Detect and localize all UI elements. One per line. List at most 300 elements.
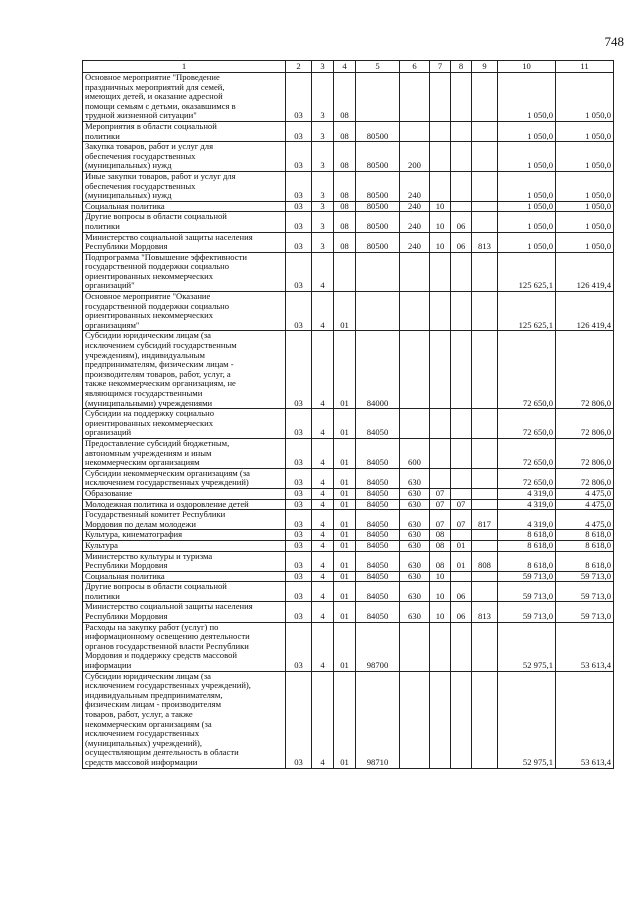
row-name-line: Культура: [85, 540, 118, 550]
code-cell-c5: [356, 252, 400, 291]
amount-cell-c11: 72 806,0: [556, 331, 614, 409]
table-header-row: [83, 61, 614, 73]
table-row: [83, 331, 614, 409]
table-row: [83, 438, 614, 468]
row-name: [83, 201, 286, 212]
row-name-line: Предоставление субсидий бюджетным,: [85, 438, 230, 448]
code-cell-c2: 03: [286, 73, 312, 122]
amount-cell-c11: 72 806,0: [556, 438, 614, 468]
row-name: [83, 499, 286, 510]
code-cell-c6: 240: [400, 171, 430, 201]
table-row: [83, 142, 614, 172]
code-cell-c6: 240: [400, 201, 430, 212]
code-cell-c4: 01: [334, 530, 356, 541]
amount-cell-c11: 1 050,0: [556, 201, 614, 212]
row-name: [83, 622, 286, 671]
amount-cell-c11: 1 050,0: [556, 121, 614, 141]
row-name-line: также некоммерческим организациям, не: [85, 378, 236, 389]
row-name-line: организаций: [85, 427, 132, 438]
code-cell-c8: [451, 73, 472, 122]
code-cell-c2: 03: [286, 468, 312, 488]
code-cell-c3: 4: [312, 292, 334, 331]
code-cell-c9: [472, 73, 498, 122]
code-cell-c9: [472, 142, 498, 172]
row-name-line: Основное мероприятие "Проведение: [85, 72, 220, 82]
row-name-line: государственной поддержки социально: [85, 261, 230, 272]
code-cell-c5: 84050: [356, 468, 400, 488]
code-cell-c7: [430, 468, 451, 488]
code-cell-c8: [451, 488, 472, 499]
code-cell-c3: 4: [312, 602, 334, 622]
amount-cell-c10: 8 618,0: [498, 551, 556, 571]
code-cell-c8: [451, 530, 472, 541]
code-cell-c6: 240: [400, 232, 430, 252]
code-cell-c9: 817: [472, 510, 498, 530]
row-name-line: Субсидии юридическим лицам (за: [85, 330, 211, 341]
table-row: [83, 488, 614, 499]
row-name-line: исключением государственных: [85, 728, 200, 739]
row-name-line: политики: [85, 220, 120, 231]
row-name: [83, 438, 286, 468]
code-cell-c4: 08: [334, 212, 356, 232]
code-cell-c6: [400, 331, 430, 409]
page-number: 748: [604, 34, 624, 49]
code-cell-c7: 10: [430, 582, 451, 602]
code-cell-c9: [472, 201, 498, 212]
table-row: [83, 121, 614, 141]
code-cell-c7: 10: [430, 571, 451, 582]
table-row: [83, 671, 614, 768]
code-cell-c7: [430, 409, 451, 439]
row-name-line: (муниципальных) нужд: [85, 190, 172, 201]
code-cell-c9: [472, 499, 498, 510]
row-name: [83, 540, 286, 551]
row-name: [83, 292, 286, 331]
table-row: [83, 540, 614, 551]
code-cell-c2: 03: [286, 121, 312, 141]
code-cell-c5: 84050: [356, 499, 400, 510]
column-header: 5: [356, 61, 400, 73]
row-name-line: трудной жизненной ситуации": [85, 110, 197, 121]
code-cell-c6: 200: [400, 142, 430, 172]
code-cell-c7: [430, 292, 451, 331]
code-cell-c7: [430, 622, 451, 671]
code-cell-c5: [356, 73, 400, 122]
row-name: [83, 488, 286, 499]
amount-cell-c10: 1 050,0: [498, 142, 556, 172]
amount-cell-c11: 4 475,0: [556, 499, 614, 510]
row-name: [83, 121, 286, 141]
code-cell-c7: 08: [430, 530, 451, 541]
amount-cell-c10: 8 618,0: [498, 540, 556, 551]
row-name-line: автономным учреждениям и иным: [85, 447, 212, 458]
amount-cell-c10: 52 975,1: [498, 671, 556, 768]
row-name-line: Субсидии некоммерческим организациям (за: [85, 468, 250, 478]
row-name-line: организациям": [85, 319, 140, 330]
table-row: [83, 499, 614, 510]
code-cell-c8: [451, 622, 472, 671]
amount-cell-c10: 8 618,0: [498, 530, 556, 541]
code-cell-c8: [451, 292, 472, 331]
code-cell-c9: [472, 252, 498, 291]
code-cell-c5: 80500: [356, 142, 400, 172]
code-cell-c5: 98700: [356, 622, 400, 671]
row-name: [83, 602, 286, 622]
row-name-line: (муниципальных) нужд: [85, 160, 172, 171]
code-cell-c9: [472, 438, 498, 468]
amount-cell-c11: 53 613,4: [556, 671, 614, 768]
code-cell-c9: [472, 409, 498, 439]
amount-cell-c10: 72 650,0: [498, 409, 556, 439]
row-name-line: Молодежная политика и оздоровление детей: [85, 499, 249, 509]
row-name-line: ориентированных некоммерческих: [85, 270, 214, 281]
row-name-line: обеспечения государственных: [85, 150, 196, 161]
row-name-line: исключением субсидий государственным: [85, 340, 237, 351]
table-row: [83, 409, 614, 439]
row-name: [83, 582, 286, 602]
code-cell-c4: 01: [334, 671, 356, 768]
row-name-line: (муниципальных) учреждений),: [85, 737, 203, 748]
code-cell-c7: [430, 142, 451, 172]
code-cell-c2: 03: [286, 671, 312, 768]
code-cell-c7: 10: [430, 602, 451, 622]
code-cell-c4: 01: [334, 582, 356, 602]
code-cell-c4: 01: [334, 468, 356, 488]
code-cell-c2: 03: [286, 530, 312, 541]
code-cell-c7: 10: [430, 201, 451, 212]
code-cell-c6: 600: [400, 438, 430, 468]
code-cell-c4: 01: [334, 551, 356, 571]
code-cell-c9: [472, 292, 498, 331]
code-cell-c3: 4: [312, 551, 334, 571]
code-cell-c4: 01: [334, 292, 356, 331]
row-name-line: праздничных мероприятий для семей,: [85, 81, 225, 92]
code-cell-c7: 07: [430, 488, 451, 499]
row-name-line: Мероприятия в области социальной: [85, 121, 217, 131]
code-cell-c9: [472, 540, 498, 551]
code-cell-c9: [472, 671, 498, 768]
code-cell-c2: 03: [286, 488, 312, 499]
code-cell-c3: 4: [312, 331, 334, 409]
code-cell-c4: 01: [334, 409, 356, 439]
code-cell-c6: [400, 252, 430, 291]
code-cell-c3: 4: [312, 530, 334, 541]
code-cell-c5: 80500: [356, 212, 400, 232]
row-name-line: физическим лицам - производителям: [85, 699, 222, 710]
row-name-line: Иные закупки товаров, работ и услуг для: [85, 171, 236, 181]
row-name: [83, 232, 286, 252]
row-name: [83, 212, 286, 232]
amount-cell-c11: 53 613,4: [556, 622, 614, 671]
code-cell-c6: [400, 409, 430, 439]
amount-cell-c11: 8 618,0: [556, 551, 614, 571]
code-cell-c8: [451, 331, 472, 409]
row-name: [83, 252, 286, 291]
row-name-line: исключением государственных учреждений): [85, 477, 249, 488]
code-cell-c6: 630: [400, 540, 430, 551]
code-cell-c2: 03: [286, 499, 312, 510]
row-name: [83, 551, 286, 571]
code-cell-c6: 630: [400, 488, 430, 499]
row-name-line: Расходы на закупку работ (услуг) по: [85, 622, 219, 632]
row-name-line: товаров, работ, услуг, а также: [85, 709, 193, 719]
code-cell-c4: 01: [334, 488, 356, 499]
code-cell-c8: 01: [451, 551, 472, 571]
code-cell-c4: 08: [334, 201, 356, 212]
code-cell-c2: 03: [286, 438, 312, 468]
amount-cell-c11: 8 618,0: [556, 530, 614, 541]
code-cell-c8: [451, 671, 472, 768]
code-cell-c9: 808: [472, 551, 498, 571]
row-name-line: ориентированных некоммерческих: [85, 310, 214, 321]
amount-cell-c10: 4 319,0: [498, 510, 556, 530]
code-cell-c4: [334, 252, 356, 291]
code-cell-c8: 06: [451, 582, 472, 602]
code-cell-c8: 06: [451, 232, 472, 252]
amount-cell-c11: 59 713,0: [556, 602, 614, 622]
row-name-line: информационному освещению деятельности: [85, 631, 250, 642]
table-row: [83, 551, 614, 571]
amount-cell-c11: 126 419,4: [556, 252, 614, 291]
code-cell-c7: [430, 73, 451, 122]
code-cell-c3: 4: [312, 468, 334, 488]
code-cell-c2: 03: [286, 212, 312, 232]
code-cell-c6: 630: [400, 499, 430, 510]
code-cell-c8: [451, 409, 472, 439]
code-cell-c7: [430, 121, 451, 141]
code-cell-c6: 630: [400, 602, 430, 622]
row-name-line: некоммерческим организациям: [85, 457, 200, 468]
code-cell-c6: [400, 121, 430, 141]
row-name-line: Социальная политика: [85, 201, 165, 211]
table-row: [83, 571, 614, 582]
code-cell-c7: 10: [430, 212, 451, 232]
row-name-line: Подпрограмма "Повышение эффективности: [85, 252, 247, 262]
column-header: 8: [451, 61, 472, 73]
code-cell-c9: [472, 530, 498, 541]
row-name: [83, 468, 286, 488]
code-cell-c8: [451, 201, 472, 212]
amount-cell-c11: 72 806,0: [556, 468, 614, 488]
row-name-line: обеспечения государственных: [85, 180, 196, 191]
row-name: [83, 530, 286, 541]
code-cell-c9: 813: [472, 602, 498, 622]
table-row: [83, 468, 614, 488]
code-cell-c3: 3: [312, 232, 334, 252]
amount-cell-c10: 4 319,0: [498, 488, 556, 499]
column-header: 9: [472, 61, 498, 73]
code-cell-c4: 01: [334, 331, 356, 409]
code-cell-c5: [356, 292, 400, 331]
row-name: [83, 671, 286, 768]
row-name-line: Министерство социальной защиты населения: [85, 232, 253, 242]
code-cell-c3: 4: [312, 438, 334, 468]
code-cell-c3: 3: [312, 73, 334, 122]
code-cell-c3: 3: [312, 142, 334, 172]
code-cell-c2: 03: [286, 331, 312, 409]
code-cell-c5: 84050: [356, 602, 400, 622]
code-cell-c9: 813: [472, 232, 498, 252]
code-cell-c7: [430, 252, 451, 291]
code-cell-c8: [451, 252, 472, 291]
code-cell-c4: 08: [334, 232, 356, 252]
code-cell-c4: 01: [334, 438, 356, 468]
amount-cell-c10: 72 650,0: [498, 468, 556, 488]
row-name: [83, 409, 286, 439]
code-cell-c5: 80500: [356, 201, 400, 212]
code-cell-c7: 08: [430, 540, 451, 551]
amount-cell-c10: 1 050,0: [498, 73, 556, 122]
code-cell-c6: 630: [400, 551, 430, 571]
code-cell-c5: 84000: [356, 331, 400, 409]
amount-cell-c10: 125 625,1: [498, 252, 556, 291]
code-cell-c8: 07: [451, 510, 472, 530]
amount-cell-c10: 72 650,0: [498, 438, 556, 468]
table-row: [83, 73, 614, 122]
row-name-line: Социальная политика: [85, 571, 165, 581]
table-row: [83, 201, 614, 212]
code-cell-c4: 08: [334, 121, 356, 141]
column-header: 7: [430, 61, 451, 73]
code-cell-c6: 630: [400, 582, 430, 602]
amount-cell-c10: 1 050,0: [498, 232, 556, 252]
code-cell-c2: 03: [286, 201, 312, 212]
row-name-line: (муниципальными) учреждениями: [85, 397, 213, 408]
table-row: [83, 252, 614, 291]
row-name-line: органов государственной власти Республики: [85, 640, 249, 651]
row-name: [83, 571, 286, 582]
code-cell-c7: 10: [430, 232, 451, 252]
row-name-line: политики: [85, 130, 120, 141]
table-row: [83, 622, 614, 671]
code-cell-c8: [451, 438, 472, 468]
row-name-line: предпринимателям, физическим лицам -: [85, 359, 234, 370]
code-cell-c4: 01: [334, 602, 356, 622]
code-cell-c6: 630: [400, 530, 430, 541]
row-name-line: помощи семьям с детьми, оказавшимся в: [85, 100, 236, 111]
row-name-line: Республики Мордовия: [85, 241, 168, 252]
code-cell-c3: 3: [312, 121, 334, 141]
code-cell-c3: 3: [312, 171, 334, 201]
row-name: [83, 331, 286, 409]
code-cell-c5: 80500: [356, 121, 400, 141]
code-cell-c5: 80500: [356, 232, 400, 252]
amount-cell-c11: 1 050,0: [556, 212, 614, 232]
amount-cell-c10: 1 050,0: [498, 121, 556, 141]
code-cell-c8: 06: [451, 602, 472, 622]
row-name-line: Другие вопросы в области социальной: [85, 211, 227, 222]
row-name-line: государственной поддержки социально: [85, 300, 230, 311]
amount-cell-c11: 126 419,4: [556, 292, 614, 331]
column-header: 3: [312, 61, 334, 73]
code-cell-c2: 03: [286, 582, 312, 602]
row-name-line: Субсидии на поддержку социально: [85, 408, 215, 419]
budget-table: [82, 60, 614, 769]
row-name: [83, 171, 286, 201]
column-header: 1: [83, 61, 286, 73]
code-cell-c2: 03: [286, 602, 312, 622]
code-cell-c5: 84050: [356, 582, 400, 602]
row-name-line: индивидуальным предпринимателям,: [85, 689, 223, 700]
amount-cell-c11: 4 475,0: [556, 510, 614, 530]
code-cell-c3: 4: [312, 510, 334, 530]
code-cell-c2: 03: [286, 551, 312, 571]
code-cell-c2: 03: [286, 232, 312, 252]
table-row: [83, 530, 614, 541]
code-cell-c7: [430, 671, 451, 768]
amount-cell-c11: 59 713,0: [556, 571, 614, 582]
amount-cell-c10: 125 625,1: [498, 292, 556, 331]
row-name-line: информации: [85, 660, 132, 671]
row-name-line: Культура, кинематография: [85, 529, 183, 540]
amount-cell-c10: 1 050,0: [498, 212, 556, 232]
code-cell-c6: [400, 73, 430, 122]
code-cell-c5: 98710: [356, 671, 400, 768]
code-cell-c5: 84050: [356, 409, 400, 439]
column-header: 2: [286, 61, 312, 73]
code-cell-c9: [472, 212, 498, 232]
code-cell-c5: 84050: [356, 488, 400, 499]
code-cell-c6: [400, 292, 430, 331]
code-cell-c4: 08: [334, 142, 356, 172]
row-name-line: Республики Мордовия: [85, 611, 168, 622]
code-cell-c5: 84050: [356, 510, 400, 530]
table-row: [83, 232, 614, 252]
code-cell-c4: 08: [334, 73, 356, 122]
code-cell-c4: 01: [334, 499, 356, 510]
code-cell-c3: 3: [312, 201, 334, 212]
code-cell-c2: 03: [286, 622, 312, 671]
row-name-line: некоммерческим организациям (за: [85, 718, 212, 729]
table-row: [83, 292, 614, 331]
row-name-line: Государственный комитет Республики: [85, 509, 226, 520]
row-name-line: Министерство культуры и туризма: [85, 551, 213, 561]
code-cell-c2: 03: [286, 571, 312, 582]
column-header: 11: [556, 61, 614, 73]
row-name-line: имеющих детей, и оказание адресной: [85, 91, 223, 102]
code-cell-c6: [400, 671, 430, 768]
code-cell-c3: 4: [312, 671, 334, 768]
code-cell-c2: 03: [286, 252, 312, 291]
code-cell-c2: 03: [286, 142, 312, 172]
column-header: 6: [400, 61, 430, 73]
code-cell-c8: 07: [451, 499, 472, 510]
code-cell-c3: 3: [312, 212, 334, 232]
amount-cell-c11: 8 618,0: [556, 540, 614, 551]
code-cell-c7: 08: [430, 551, 451, 571]
code-cell-c7: 07: [430, 510, 451, 530]
code-cell-c8: 06: [451, 212, 472, 232]
code-cell-c3: 4: [312, 409, 334, 439]
code-cell-c9: [472, 171, 498, 201]
code-cell-c8: [451, 142, 472, 172]
code-cell-c6: 630: [400, 510, 430, 530]
code-cell-c5: 84050: [356, 571, 400, 582]
code-cell-c4: 01: [334, 622, 356, 671]
amount-cell-c11: 1 050,0: [556, 232, 614, 252]
code-cell-c7: [430, 171, 451, 201]
code-cell-c2: 03: [286, 510, 312, 530]
code-cell-c2: 03: [286, 171, 312, 201]
table-row: [83, 602, 614, 622]
amount-cell-c10: 59 713,0: [498, 582, 556, 602]
row-name-line: исключением государственных учреждений),: [85, 680, 251, 691]
row-name-line: Министерство социальной защиты населения: [85, 601, 253, 612]
code-cell-c9: [472, 571, 498, 582]
column-header: 10: [498, 61, 556, 73]
amount-cell-c10: 1 050,0: [498, 201, 556, 212]
code-cell-c2: 03: [286, 409, 312, 439]
